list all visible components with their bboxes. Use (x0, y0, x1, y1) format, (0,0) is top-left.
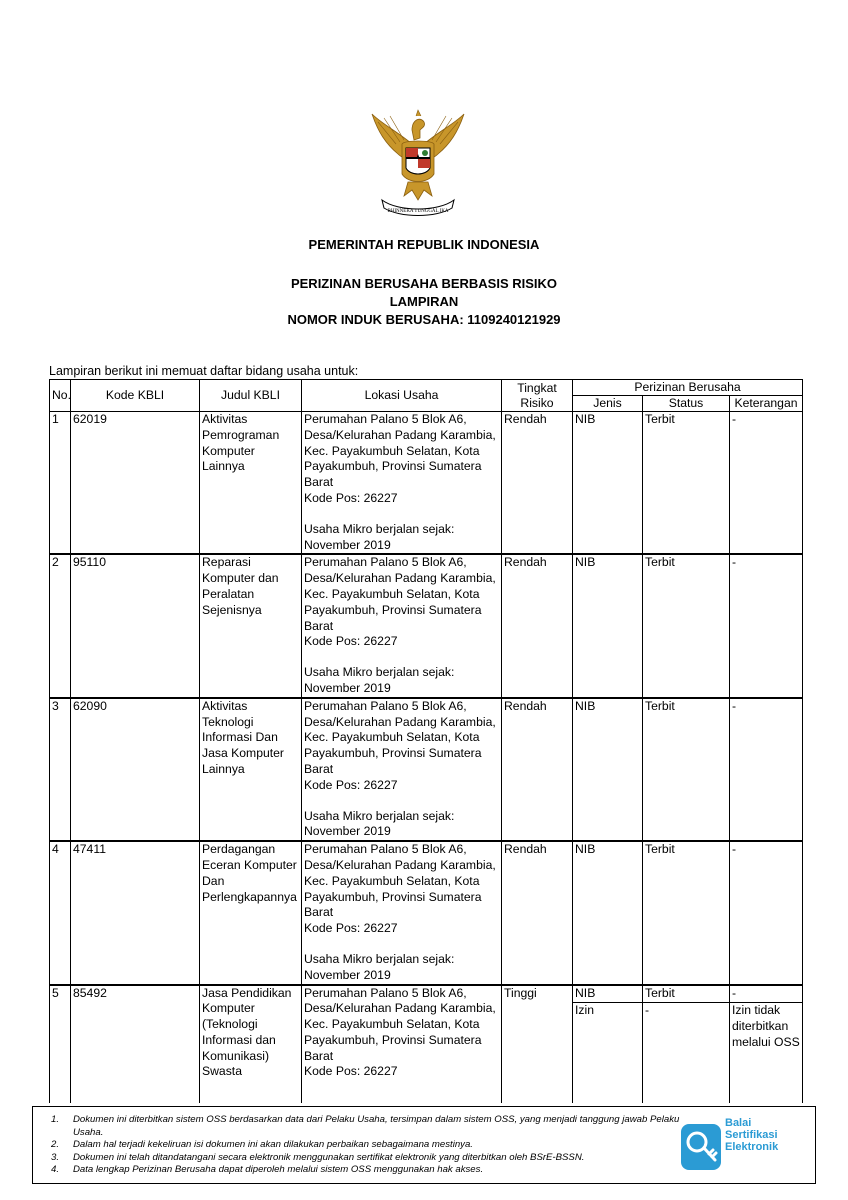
header-lampiran: LAMPIRAN (389, 294, 459, 309)
table-row (50, 412, 803, 555)
footer-note-text: Dokumen ini diterbitkan sistem OSS berdasarkan data dari Pelaku Usaha, tersimpan dalam sistem OSS, yang menjadi tanggung jawab Pelaku Usaha. (73, 1114, 680, 1138)
row-lokasi-address: Perumahan Palano 5 Blok A6, Desa/Kelurahan Padang Karambia, Kec. Payakumbuh Selatan, Kota Payakumbuh, Provinsi Sumatera Barat (304, 555, 496, 633)
row-keterangan (730, 985, 803, 1103)
col-tingkat-risiko: Tingkat Risiko (502, 380, 573, 412)
row-status: Terbit (643, 412, 730, 555)
row-kodepos: Kode Pos: 26227 (304, 490, 398, 505)
row-keterangan: - (730, 698, 803, 841)
intro-text: Lampiran berikut ini memuat daftar bidang usaha untuk: (49, 364, 359, 378)
header-title: PERIZINAN BERUSAHA BERBASIS RISIKO (290, 276, 558, 291)
row-lokasi (302, 554, 502, 697)
row-keterangan-2: Izin tidak diterbitkan melalui OSS (730, 1002, 802, 1050)
row-keterangan: - (730, 841, 803, 984)
table-row (50, 985, 803, 1103)
row-judul: Perdagangan Eceran Komputer Dan Perlengkapannya (200, 841, 302, 984)
row-status-1: Terbit (645, 985, 675, 1000)
row-keterangan: - (730, 554, 803, 697)
row-judul: Jasa Pendidikan Komputer (Teknologi Informasi dan Komunikasi) Swasta (200, 985, 302, 1103)
col-jenis: Jenis (573, 396, 643, 412)
row-kodepos: Kode Pos: 26227 (304, 921, 398, 936)
row-risiko: Rendah (502, 554, 573, 697)
row-kode: 47411 (71, 841, 200, 984)
bsre-logo-line3: Elektronik (725, 1141, 779, 1153)
row-jenis: NIB (573, 841, 643, 984)
row-status: Terbit (643, 841, 730, 984)
emblem-motto: BHINNEKA TUNGGAL IKA (387, 209, 449, 214)
footer-note (51, 1152, 691, 1165)
footer-notes-box (32, 1106, 816, 1184)
row-mikro: Usaha Mikro berjalan sejak: November 2019 (304, 521, 455, 552)
footer-note-text: Data lengkap Perizinan Berusaha dapat diperoleh melalui sistem OSS menggunakan hak akses. (73, 1164, 484, 1176)
footer-note-text: Dokumen ini telah ditandatangani secara elektronik menggunakan sertifikat elektronik yang diterbitkan oleh BSrE-BSSN. (73, 1151, 585, 1163)
row-judul: Aktivitas Pemrograman Komputer Lainnya (200, 412, 302, 555)
col-judul-kbli: Judul KBLI (200, 380, 302, 412)
row-status-2: - (643, 1002, 729, 1019)
col-lokasi-usaha: Lokasi Usaha (302, 380, 502, 412)
row-status (643, 985, 730, 1103)
row-jenis: NIB (573, 554, 643, 697)
row-lokasi (302, 698, 502, 841)
row-no: 2 (50, 554, 71, 697)
table-row (50, 698, 803, 841)
footer-note-number: 4. (51, 1164, 60, 1176)
row-keterangan: - (730, 412, 803, 555)
row-status: Terbit (643, 554, 730, 697)
footer-note-number: 1. (51, 1114, 60, 1125)
row-jenis-2: Izin (573, 1002, 642, 1019)
header-government: PEMERINTAH REPUBLIK INDONESIA (308, 237, 540, 252)
row-lokasi-address: Perumahan Palano 5 Blok A6, Desa/Kelurahan Padang Karambia, Kec. Payakumbuh Selatan, Kota Payakumbuh, Provinsi Sumatera Barat (304, 985, 496, 1063)
header-nib: NOMOR INDUK BERUSAHA: 1109240121929 (287, 312, 561, 327)
row-risiko: Rendah (502, 698, 573, 841)
row-jenis: NIB (573, 412, 643, 555)
bsre-logo-line1: Balai (725, 1117, 752, 1129)
row-keterangan-1: - (732, 985, 737, 1000)
row-jenis (573, 985, 643, 1103)
row-jenis: NIB (573, 698, 643, 841)
row-kodepos: Kode Pos: 26227 (304, 777, 398, 792)
row-no: 1 (50, 412, 71, 555)
row-kode: 62090 (71, 698, 200, 841)
row-mikro: Usaha Mikro berjalan sejak: November 2019 (304, 951, 455, 982)
row-jenis-1: NIB (575, 985, 596, 1000)
footer-notes-list (51, 1114, 691, 1177)
col-kode-kbli: Kode KBLI (71, 380, 200, 412)
row-risiko: Rendah (502, 412, 573, 555)
table-row (50, 554, 803, 697)
row-lokasi-address: Perumahan Palano 5 Blok A6, Desa/Kelurahan Padang Karambia, Kec. Payakumbuh Selatan, Kota Payakumbuh, Provinsi Sumatera Barat (304, 412, 496, 490)
garuda-emblem-icon (368, 104, 468, 222)
row-status: Terbit (643, 698, 730, 841)
bsre-logo-line2: Sertifikasi (725, 1129, 778, 1141)
col-keterangan: Keterangan (730, 396, 803, 412)
business-fields-table (49, 379, 803, 1103)
row-lokasi-address: Perumahan Palano 5 Blok A6, Desa/Kelurahan Padang Karambia, Kec. Payakumbuh Selatan, Kota Payakumbuh, Provinsi Sumatera Barat (304, 698, 496, 776)
row-risiko: Rendah (502, 841, 573, 984)
row-kode: 62019 (71, 412, 200, 555)
footer-note (51, 1114, 691, 1139)
row-judul: Reparasi Komputer dan Peralatan Sejenisnya (200, 554, 302, 697)
col-perizinan-berusaha: Perizinan Berusaha (573, 380, 803, 396)
row-no: 3 (50, 698, 71, 841)
row-lokasi (302, 412, 502, 555)
row-mikro: Usaha Mikro berjalan sejak: November 2019 (304, 808, 455, 839)
row-mikro: Usaha Mikro berjalan sejak: November 2019 (304, 665, 455, 695)
row-lokasi-address: Perumahan Palano 5 Blok A6, Desa/Kelurahan Padang Karambia, Kec. Payakumbuh Selatan, Kota Payakumbuh, Provinsi Sumatera Barat (304, 842, 496, 920)
row-kode: 85492 (71, 985, 200, 1103)
footer-note (51, 1139, 691, 1152)
row-kode: 95110 (71, 554, 200, 697)
row-kodepos: Kode Pos: 26227 (304, 634, 398, 649)
row-kodepos: Kode Pos: 26227 (304, 1064, 398, 1079)
footer-note-text: Dalam hal terjadi kekeliruan isi dokumen ini akan dilakukan perbaikan sebagaimana mestinya. (73, 1139, 473, 1151)
row-no: 4 (50, 841, 71, 984)
bsre-logo-text (725, 1117, 778, 1153)
footer-note (51, 1164, 691, 1177)
row-lokasi (302, 985, 502, 1103)
col-status: Status (643, 396, 730, 412)
footer-note-number: 3. (51, 1151, 60, 1163)
row-risiko: Tinggi (502, 985, 573, 1103)
row-judul: Aktivitas Teknologi Informasi Dan Jasa Komputer Lainnya (200, 698, 302, 841)
col-no: No. (50, 380, 71, 412)
row-no: 5 (50, 985, 71, 1103)
row-lokasi (302, 841, 502, 984)
footer-note-number: 2. (51, 1139, 60, 1151)
table-row (50, 841, 803, 984)
